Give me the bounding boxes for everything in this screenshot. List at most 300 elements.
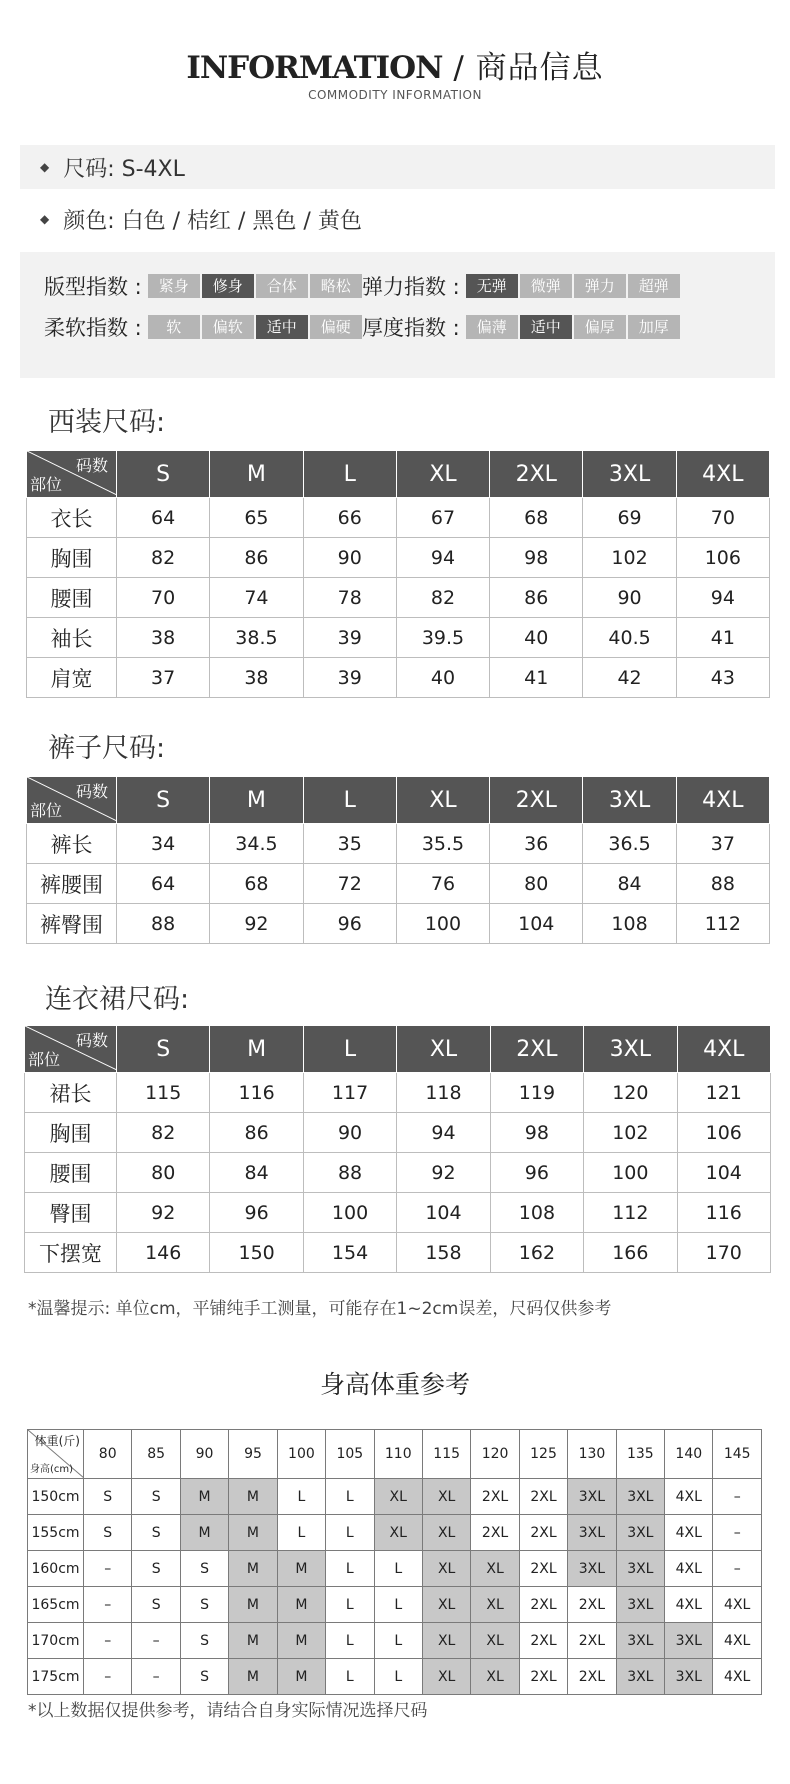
recommended-size-cell: M bbox=[229, 1623, 277, 1659]
measurement-cell: 121 bbox=[677, 1073, 770, 1113]
recommended-size-cell: M bbox=[277, 1623, 325, 1659]
measurement-cell: 36.5 bbox=[583, 824, 676, 864]
measurement-cell: 104 bbox=[490, 904, 583, 944]
corner-size-label: 码数 bbox=[75, 782, 108, 801]
size-header-cell: 2XL bbox=[490, 1026, 583, 1073]
index-option: 软 bbox=[148, 315, 200, 339]
corner-part-label: 部位 bbox=[30, 801, 63, 820]
measurement-cell: 40 bbox=[490, 618, 583, 658]
recommended-size-cell: 2XL bbox=[568, 1659, 616, 1695]
recommended-size-cell: S bbox=[132, 1479, 180, 1515]
measurement-cell: 106 bbox=[676, 538, 769, 578]
recommended-size-cell: 4XL bbox=[713, 1623, 761, 1659]
weight-header-cell: 135 bbox=[616, 1430, 664, 1479]
table-row bbox=[28, 1587, 762, 1623]
measurement-cell: 94 bbox=[396, 538, 489, 578]
recommended-size-cell: L bbox=[326, 1479, 374, 1515]
measurement-cell: 108 bbox=[583, 904, 676, 944]
measurement-cell: 92 bbox=[397, 1153, 490, 1193]
recommended-size-cell: 4XL bbox=[713, 1587, 761, 1623]
recommended-size-cell: S bbox=[132, 1587, 180, 1623]
size-header-cell: M bbox=[210, 1026, 303, 1073]
measurement-cell: 68 bbox=[210, 864, 303, 904]
measurement-cell: 39 bbox=[303, 618, 396, 658]
measurement-cell: 90 bbox=[303, 1113, 396, 1153]
measurement-cell: 80 bbox=[490, 864, 583, 904]
size-header-cell: 3XL bbox=[584, 1026, 677, 1073]
reference-title: 身高体重参考 bbox=[319, 1370, 470, 1399]
measurement-cell: 100 bbox=[584, 1153, 677, 1193]
table-row bbox=[28, 1659, 762, 1695]
recommended-size-cell: M bbox=[229, 1479, 277, 1515]
measurement-cell: 40.5 bbox=[583, 618, 676, 658]
measurement-cell: 84 bbox=[210, 1153, 303, 1193]
measurement-cell: 70 bbox=[676, 498, 769, 538]
measurement-cell: 64 bbox=[117, 498, 210, 538]
measurement-cell: 86 bbox=[490, 578, 583, 618]
recommended-size-cell: XL bbox=[471, 1659, 519, 1695]
table-row bbox=[25, 1193, 771, 1233]
recommended-size-cell: XL bbox=[422, 1623, 470, 1659]
weight-header-cell: 130 bbox=[568, 1430, 616, 1479]
recommended-size-cell: XL bbox=[471, 1623, 519, 1659]
table-row bbox=[25, 1073, 771, 1113]
table-row bbox=[27, 578, 770, 618]
recommended-size-cell: M bbox=[277, 1551, 325, 1587]
table-row bbox=[25, 1153, 771, 1193]
recommended-size-cell: 2XL bbox=[519, 1623, 567, 1659]
color-text: 颜色: 白色 / 桔红 / 黑色 / 黄色 bbox=[63, 208, 362, 234]
size-header-cell: XL bbox=[396, 451, 489, 498]
row-label-cell: 肩宽 bbox=[27, 658, 117, 698]
row-label-cell: 腰围 bbox=[25, 1153, 117, 1193]
dress-size-title: 连衣裙尺码: bbox=[45, 984, 190, 1015]
recommended-size-cell: 4XL bbox=[665, 1515, 713, 1551]
height-axis-label: 身高(cm) bbox=[30, 1464, 74, 1475]
size-header-cell: M bbox=[210, 451, 303, 498]
measurement-cell: 82 bbox=[117, 538, 210, 578]
measurement-cell: 84 bbox=[583, 864, 676, 904]
size-header-cell: S bbox=[117, 451, 210, 498]
measurement-cell: 119 bbox=[490, 1073, 583, 1113]
measurement-cell: 67 bbox=[396, 498, 489, 538]
recommended-size-cell: L bbox=[277, 1515, 325, 1551]
measurement-cell: 96 bbox=[490, 1153, 583, 1193]
recommended-size-cell: L bbox=[326, 1551, 374, 1587]
fit-index bbox=[44, 272, 364, 300]
size-header-cell: XL bbox=[396, 777, 489, 824]
measurement-cell: 96 bbox=[303, 904, 396, 944]
row-label-cell: 胸围 bbox=[27, 538, 117, 578]
measurement-cell: 98 bbox=[490, 1113, 583, 1153]
weight-header-cell: 115 bbox=[422, 1430, 470, 1479]
measurement-cell: 40 bbox=[396, 658, 489, 698]
index-option: 紧身 bbox=[148, 274, 200, 298]
measurement-cell: 37 bbox=[676, 824, 769, 864]
measurement-cell: 37 bbox=[117, 658, 210, 698]
measurement-cell: 39.5 bbox=[396, 618, 489, 658]
size-header-cell: 4XL bbox=[677, 1026, 770, 1073]
measurement-cell: 115 bbox=[117, 1073, 210, 1113]
title-cn: 商品信息 bbox=[475, 50, 604, 86]
height-label-cell: 165cm bbox=[28, 1587, 84, 1623]
elasticity-index bbox=[362, 272, 682, 300]
size-range-text: 尺码: S-4XL bbox=[63, 156, 185, 182]
diamond-bullet-icon: ◆ bbox=[40, 212, 50, 226]
table-header-row bbox=[27, 451, 770, 498]
measurement-cell: 92 bbox=[117, 1193, 210, 1233]
table-row bbox=[27, 538, 770, 578]
height-label-cell: 170cm bbox=[28, 1623, 84, 1659]
reference-note: *以上数据仅提供参考，请结合自身实际情况选择尺码 bbox=[28, 1701, 428, 1721]
size-header-cell: 4XL bbox=[676, 777, 769, 824]
measurement-cell: 104 bbox=[397, 1193, 490, 1233]
corner-size-label: 码数 bbox=[75, 456, 108, 475]
recommended-size-cell: M bbox=[229, 1515, 277, 1551]
index-option: 修身 bbox=[202, 274, 254, 298]
recommended-size-cell: L bbox=[326, 1659, 374, 1695]
thickness-index bbox=[362, 313, 682, 341]
measurement-cell: 102 bbox=[583, 538, 676, 578]
index-option: 适中 bbox=[256, 315, 308, 339]
measurement-cell: 116 bbox=[210, 1073, 303, 1113]
row-label-cell: 臀围 bbox=[25, 1193, 117, 1233]
measurement-cell: 117 bbox=[303, 1073, 396, 1113]
table-row bbox=[27, 864, 770, 904]
measurement-cell: 76 bbox=[396, 864, 489, 904]
measurement-cell: 72 bbox=[303, 864, 396, 904]
index-option: 弹力 bbox=[574, 274, 626, 298]
index-option: 超弹 bbox=[628, 274, 680, 298]
weight-header-cell: 125 bbox=[519, 1430, 567, 1479]
measurement-cell: 34 bbox=[117, 824, 210, 864]
row-label-cell: 袖长 bbox=[27, 618, 117, 658]
title-en: INFORMATION bbox=[186, 50, 443, 86]
fabric-index-panel bbox=[20, 252, 775, 378]
recommended-size-cell: – bbox=[84, 1551, 132, 1587]
table-row bbox=[28, 1479, 762, 1515]
recommended-size-cell: 3XL bbox=[616, 1479, 664, 1515]
size-header-cell: L bbox=[303, 1026, 396, 1073]
table-row bbox=[27, 618, 770, 658]
weight-header-cell: 85 bbox=[132, 1430, 180, 1479]
size-header-cell: M bbox=[210, 777, 303, 824]
corner-part-label: 部位 bbox=[30, 475, 63, 494]
recommended-size-cell: – bbox=[713, 1551, 761, 1587]
row-label-cell: 裤臀围 bbox=[27, 904, 117, 944]
recommended-size-cell: – bbox=[84, 1659, 132, 1695]
table-row bbox=[27, 904, 770, 944]
table-row bbox=[25, 1113, 771, 1153]
reference-header-row bbox=[28, 1430, 762, 1479]
color-row bbox=[20, 197, 775, 241]
recommended-size-cell: M bbox=[180, 1515, 228, 1551]
measurement-cell: 94 bbox=[397, 1113, 490, 1153]
recommended-size-cell: 4XL bbox=[665, 1587, 713, 1623]
recommended-size-cell: – bbox=[132, 1623, 180, 1659]
index-option: 偏软 bbox=[202, 315, 254, 339]
measurement-cell: 120 bbox=[584, 1073, 677, 1113]
height-label-cell: 160cm bbox=[28, 1551, 84, 1587]
table-row bbox=[27, 498, 770, 538]
measurement-cell: 82 bbox=[396, 578, 489, 618]
measurement-cell: 78 bbox=[303, 578, 396, 618]
measurement-cell: 64 bbox=[117, 864, 210, 904]
measurement-cell: 104 bbox=[677, 1153, 770, 1193]
measurement-cell: 112 bbox=[676, 904, 769, 944]
measurement-cell: 43 bbox=[676, 658, 769, 698]
weight-header-cell: 105 bbox=[326, 1430, 374, 1479]
recommended-size-cell: L bbox=[374, 1551, 422, 1587]
measurement-cell: 92 bbox=[210, 904, 303, 944]
recommended-size-cell: XL bbox=[471, 1551, 519, 1587]
table-header-row bbox=[25, 1026, 771, 1073]
recommended-size-cell: M bbox=[180, 1479, 228, 1515]
recommended-size-cell: 2XL bbox=[568, 1587, 616, 1623]
recommended-size-cell: XL bbox=[374, 1515, 422, 1551]
measurement-cell: 158 bbox=[397, 1233, 490, 1273]
index-option: 偏薄 bbox=[466, 315, 518, 339]
measurement-cell: 80 bbox=[117, 1153, 210, 1193]
thickness-index-label: 厚度指数 : bbox=[362, 316, 460, 340]
recommended-size-cell: M bbox=[229, 1659, 277, 1695]
measurement-cell: 36 bbox=[490, 824, 583, 864]
recommended-size-cell: L bbox=[277, 1479, 325, 1515]
size-header-cell: S bbox=[117, 1026, 210, 1073]
table-row bbox=[25, 1233, 771, 1273]
size-header-cell: 2XL bbox=[490, 777, 583, 824]
recommended-size-cell: L bbox=[374, 1659, 422, 1695]
measurement-cell: 170 bbox=[677, 1233, 770, 1273]
weight-axis-label: 体重(斤) bbox=[34, 1434, 80, 1448]
recommended-size-cell: – bbox=[713, 1479, 761, 1515]
measurement-cell: 94 bbox=[676, 578, 769, 618]
recommended-size-cell: 3XL bbox=[568, 1479, 616, 1515]
index-option: 偏厚 bbox=[574, 315, 626, 339]
softness-index bbox=[44, 313, 364, 341]
index-option: 加厚 bbox=[628, 315, 680, 339]
row-label-cell: 裤长 bbox=[27, 824, 117, 864]
recommended-size-cell: 2XL bbox=[568, 1623, 616, 1659]
row-label-cell: 下摆宽 bbox=[25, 1233, 117, 1273]
row-label-cell: 裤腰围 bbox=[27, 864, 117, 904]
recommended-size-cell: 4XL bbox=[665, 1479, 713, 1515]
measurement-cell: 166 bbox=[584, 1233, 677, 1273]
recommended-size-cell: 3XL bbox=[616, 1659, 664, 1695]
measurement-cell: 39 bbox=[303, 658, 396, 698]
corner-part-label: 部位 bbox=[28, 1050, 61, 1069]
measurement-cell: 90 bbox=[583, 578, 676, 618]
recommended-size-cell: 3XL bbox=[665, 1623, 713, 1659]
dress-size-table bbox=[24, 1025, 771, 1273]
table-row bbox=[28, 1623, 762, 1659]
weight-header-cell: 140 bbox=[665, 1430, 713, 1479]
measurement-cell: 82 bbox=[117, 1113, 210, 1153]
measurement-cell: 41 bbox=[490, 658, 583, 698]
index-option: 无弹 bbox=[466, 274, 518, 298]
size-header-cell: 3XL bbox=[583, 777, 676, 824]
recommended-size-cell: 2XL bbox=[519, 1515, 567, 1551]
recommended-size-cell: XL bbox=[422, 1587, 470, 1623]
recommended-size-cell: XL bbox=[422, 1551, 470, 1587]
height-label-cell: 155cm bbox=[28, 1515, 84, 1551]
table-row bbox=[27, 824, 770, 864]
recommended-size-cell: XL bbox=[374, 1479, 422, 1515]
measurement-cell: 98 bbox=[490, 538, 583, 578]
measurement-cell: 38 bbox=[117, 618, 210, 658]
size-header-cell: 3XL bbox=[583, 451, 676, 498]
measurement-cell: 100 bbox=[396, 904, 489, 944]
recommended-size-cell: 3XL bbox=[568, 1515, 616, 1551]
recommended-size-cell: S bbox=[84, 1479, 132, 1515]
row-label-cell: 腰围 bbox=[27, 578, 117, 618]
size-range-row bbox=[20, 145, 775, 189]
recommended-size-cell: XL bbox=[422, 1515, 470, 1551]
size-header-cell: L bbox=[303, 777, 396, 824]
measurement-cell: 108 bbox=[490, 1193, 583, 1233]
recommended-size-cell: L bbox=[374, 1587, 422, 1623]
size-header-cell: 4XL bbox=[676, 451, 769, 498]
height-label-cell: 150cm bbox=[28, 1479, 84, 1515]
size-header-cell: 2XL bbox=[490, 451, 583, 498]
measurement-cell: 38 bbox=[210, 658, 303, 698]
recommended-size-cell: 4XL bbox=[665, 1551, 713, 1587]
table-corner-cell bbox=[27, 777, 117, 824]
measurement-cell: 34.5 bbox=[210, 824, 303, 864]
measurement-cell: 42 bbox=[583, 658, 676, 698]
recommended-size-cell: S bbox=[132, 1551, 180, 1587]
recommended-size-cell: – bbox=[84, 1623, 132, 1659]
recommended-size-cell: 3XL bbox=[616, 1623, 664, 1659]
row-label-cell: 衣长 bbox=[27, 498, 117, 538]
recommended-size-cell: L bbox=[326, 1515, 374, 1551]
weight-header-cell: 95 bbox=[229, 1430, 277, 1479]
measurement-cell: 162 bbox=[490, 1233, 583, 1273]
recommended-size-cell: – bbox=[132, 1659, 180, 1695]
table-row bbox=[28, 1515, 762, 1551]
measurement-cell: 66 bbox=[303, 498, 396, 538]
measurement-cell: 150 bbox=[210, 1233, 303, 1273]
measurement-cell: 65 bbox=[210, 498, 303, 538]
measurement-cell: 116 bbox=[677, 1193, 770, 1233]
recommended-size-cell: 2XL bbox=[519, 1551, 567, 1587]
weight-header-cell: 90 bbox=[180, 1430, 228, 1479]
page-title bbox=[0, 42, 790, 87]
recommended-size-cell: 2XL bbox=[519, 1479, 567, 1515]
title-sep: / bbox=[442, 50, 476, 86]
elasticity-index-label: 弹力指数 : bbox=[362, 275, 460, 299]
weight-header-cell: 80 bbox=[84, 1430, 132, 1479]
recommended-size-cell: 3XL bbox=[616, 1515, 664, 1551]
recommended-size-cell: L bbox=[326, 1623, 374, 1659]
measurement-cell: 88 bbox=[676, 864, 769, 904]
diamond-bullet-icon: ◆ bbox=[40, 160, 50, 174]
page-subtitle: COMMODITY INFORMATION bbox=[308, 88, 482, 102]
weight-header-cell: 110 bbox=[374, 1430, 422, 1479]
measurement-cell: 35.5 bbox=[396, 824, 489, 864]
recommended-size-cell: 3XL bbox=[616, 1587, 664, 1623]
index-option: 合体 bbox=[256, 274, 308, 298]
table-corner-cell bbox=[27, 451, 117, 498]
recommended-size-cell: L bbox=[326, 1587, 374, 1623]
recommended-size-cell: 4XL bbox=[713, 1659, 761, 1695]
reference-corner-cell bbox=[28, 1430, 84, 1479]
table-row bbox=[28, 1551, 762, 1587]
measurement-cell: 90 bbox=[303, 538, 396, 578]
row-label-cell: 裙长 bbox=[25, 1073, 117, 1113]
recommended-size-cell: XL bbox=[422, 1659, 470, 1695]
measurement-cell: 106 bbox=[677, 1113, 770, 1153]
pants-size-table bbox=[26, 776, 770, 944]
recommended-size-cell: S bbox=[132, 1515, 180, 1551]
measurement-cell: 112 bbox=[584, 1193, 677, 1233]
recommended-size-cell: 2XL bbox=[519, 1587, 567, 1623]
table-corner-cell bbox=[25, 1026, 117, 1073]
suit-size-title: 西装尺码: bbox=[48, 407, 166, 438]
pants-size-title: 裤子尺码: bbox=[48, 733, 166, 764]
recommended-size-cell: 2XL bbox=[471, 1479, 519, 1515]
measurement-cell: 86 bbox=[210, 538, 303, 578]
weight-header-cell: 145 bbox=[713, 1430, 761, 1479]
row-label-cell: 胸围 bbox=[25, 1113, 117, 1153]
measurement-cell: 102 bbox=[584, 1113, 677, 1153]
measurement-cell: 154 bbox=[303, 1233, 396, 1273]
recommended-size-cell: – bbox=[84, 1587, 132, 1623]
measurement-cell: 100 bbox=[303, 1193, 396, 1233]
measurement-cell: 88 bbox=[303, 1153, 396, 1193]
recommended-size-cell: 3XL bbox=[665, 1659, 713, 1695]
measurement-cell: 69 bbox=[583, 498, 676, 538]
table-row bbox=[27, 658, 770, 698]
height-label-cell: 175cm bbox=[28, 1659, 84, 1695]
recommended-size-cell: S bbox=[180, 1551, 228, 1587]
softness-index-label: 柔软指数 : bbox=[44, 316, 142, 340]
measurement-note: *温馨提示: 单位cm，平铺纯手工测量，可能存在1~2cm误差，尺码仅供参考 bbox=[28, 1299, 612, 1319]
weight-header-cell: 120 bbox=[471, 1430, 519, 1479]
size-header-cell: S bbox=[117, 777, 210, 824]
recommended-size-cell: S bbox=[180, 1659, 228, 1695]
measurement-cell: 68 bbox=[490, 498, 583, 538]
measurement-cell: 74 bbox=[210, 578, 303, 618]
size-header-cell: L bbox=[303, 451, 396, 498]
measurement-cell: 38.5 bbox=[210, 618, 303, 658]
recommended-size-cell: XL bbox=[422, 1479, 470, 1515]
measurement-cell: 35 bbox=[303, 824, 396, 864]
recommended-size-cell: S bbox=[84, 1515, 132, 1551]
measurement-cell: 118 bbox=[397, 1073, 490, 1113]
suit-size-table bbox=[26, 450, 770, 698]
recommended-size-cell: M bbox=[277, 1659, 325, 1695]
measurement-cell: 86 bbox=[210, 1113, 303, 1153]
recommended-size-cell: 3XL bbox=[568, 1551, 616, 1587]
index-option: 略松 bbox=[310, 274, 362, 298]
recommended-size-cell: M bbox=[229, 1551, 277, 1587]
weight-header-cell: 100 bbox=[277, 1430, 325, 1479]
height-weight-table bbox=[27, 1429, 762, 1695]
corner-size-label: 码数 bbox=[75, 1031, 108, 1050]
recommended-size-cell: M bbox=[277, 1587, 325, 1623]
index-option: 微弹 bbox=[520, 274, 572, 298]
recommended-size-cell: 2XL bbox=[471, 1515, 519, 1551]
measurement-cell: 88 bbox=[117, 904, 210, 944]
recommended-size-cell: XL bbox=[471, 1587, 519, 1623]
fit-index-label: 版型指数 : bbox=[44, 275, 142, 299]
measurement-cell: 96 bbox=[210, 1193, 303, 1233]
recommended-size-cell: L bbox=[374, 1623, 422, 1659]
index-option: 适中 bbox=[520, 315, 572, 339]
recommended-size-cell: 3XL bbox=[616, 1551, 664, 1587]
measurement-cell: 146 bbox=[117, 1233, 210, 1273]
